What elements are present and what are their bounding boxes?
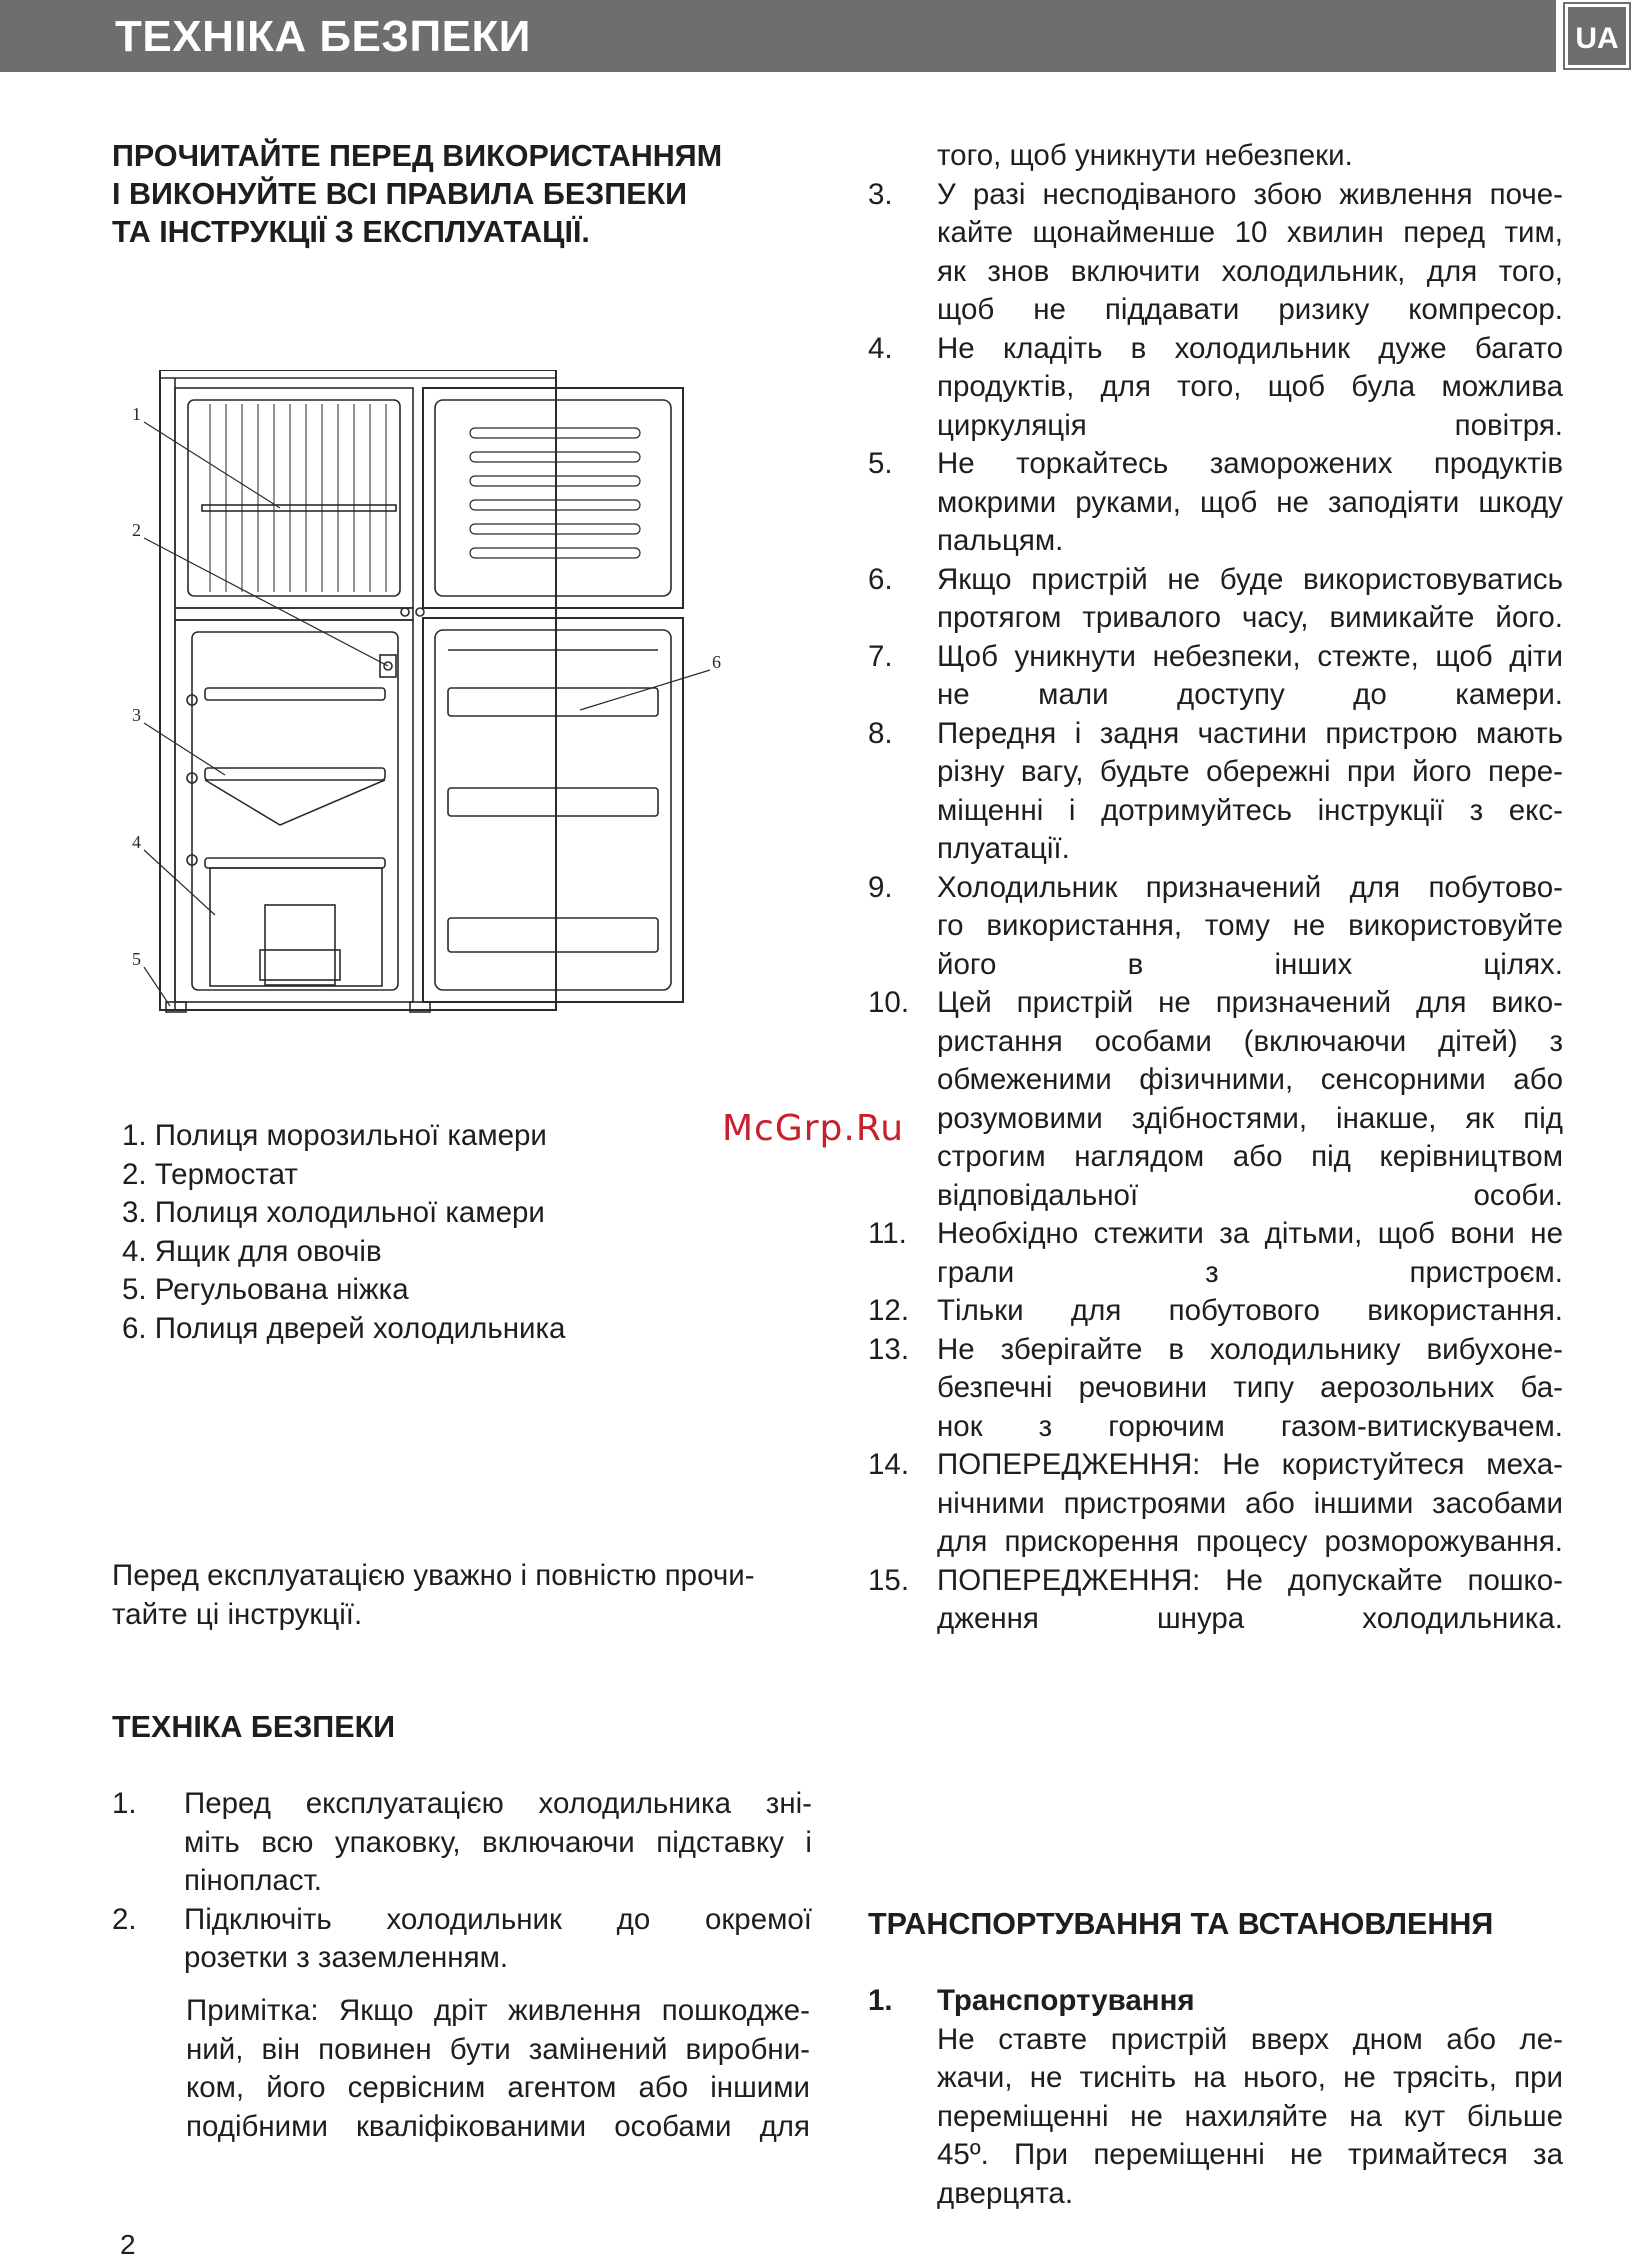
list-item [868, 330, 1563, 446]
note-line: ний, він повинен бути замінений виробни- [186, 2032, 810, 2066]
list-line: жачи, не тисніть на нього, не трясіть, при [937, 2061, 1563, 2094]
list-item [868, 176, 1563, 330]
callout-4: 4 [132, 832, 141, 852]
legend-item: 4. Ящик для овочів [122, 1234, 382, 1268]
list-number: 8. [868, 716, 893, 750]
header-bar [0, 0, 1556, 72]
callout-1: 1 [132, 404, 141, 424]
text-line: Перед експлуатацією уважно і повністю прочи- [112, 1559, 755, 1592]
callout-3: 3 [132, 705, 141, 725]
list-item [868, 1562, 1563, 1639]
list-item [868, 869, 1563, 985]
watermark: McGrp.Ru [722, 1108, 905, 1149]
callout-6: 6 [712, 652, 721, 672]
list-line: кайте щонайменше 10 хвилин перед тим, [937, 216, 1563, 249]
list-line: переміщенні не нахиляйте на кут більше [937, 2099, 1563, 2133]
list-item [868, 984, 1563, 1215]
page-number: 2 [120, 2229, 136, 2258]
list-number: 15. [868, 1563, 910, 1597]
intro-line: ПРОЧИТАЙТЕ ПЕРЕД ВИКОРИСТАННЯМ [112, 139, 723, 173]
list-number: 5. [868, 447, 893, 480]
list-line: розумовими здібностями, інакше, як під [937, 1101, 1563, 1135]
list-line: строгим наглядом або під керівництвом [937, 1140, 1563, 1173]
list-number: 1. [868, 1984, 893, 2017]
list-line: дверцята. [937, 2176, 1074, 2210]
list-line: 45º. При переміщенні не тримайтеся за [937, 2138, 1563, 2171]
list-line: циркуляція повітря. [937, 408, 1563, 442]
list-line: Підключіть холодильник до окремої [184, 1902, 812, 1936]
list-line: Перед експлуатацією холодильника зні- [184, 1787, 812, 1820]
continued-text: того, щоб уникнути небезпеки. [937, 139, 1353, 172]
callout-5: 5 [132, 949, 141, 969]
safety-heading: ТЕХНІКА БЕЗПЕКИ [112, 1710, 396, 1744]
list-line: нічними пристроями або іншими засобами [937, 1486, 1563, 1520]
language-badge [1565, 4, 1629, 68]
list-item [868, 561, 1563, 638]
list-item [112, 1901, 812, 1978]
intro-line: ТА ІНСТРУКЦІЇ З ЕКСПЛУАТАЦІЇ. [112, 215, 590, 249]
list-item [868, 445, 1563, 561]
list-item [868, 638, 1563, 715]
list-line: його в інших цілях. [937, 947, 1563, 981]
pre-operation-text [112, 1557, 812, 1634]
list-line: нок з горючим газом-витискувачем. [937, 1409, 1563, 1443]
list-number: 2. [112, 1902, 137, 1936]
list-line: обмеженими фізичними, сенсорними або [937, 1063, 1563, 1096]
list-line: ПОПЕРЕДЖЕННЯ: Не допускайте пошко- [937, 1563, 1563, 1597]
list-line: щоб не піддавати ризику компресор. [937, 293, 1563, 326]
legend-item: 2. Термостат [122, 1157, 298, 1191]
list-line: Цей пристрій не призначений для вико- [937, 986, 1563, 1019]
legend-item: 1. Полиця морозильної камери [122, 1119, 547, 1152]
list-line: ПОПЕРЕДЖЕННЯ: Не користуйтеся меха- [937, 1448, 1563, 1481]
list-number: 4. [868, 331, 893, 365]
list-line: продуктів, для того, щоб була можлива [937, 370, 1563, 403]
list-number: 1. [112, 1787, 137, 1820]
list-line: не мали доступу до камери. [937, 678, 1563, 711]
safety-list-right [868, 137, 1563, 1639]
list-line: міть всю упаковку, включаючи підставку і [184, 1825, 812, 1859]
list-line: Необхідно стежити за дітьми, щоб вони не [937, 1217, 1563, 1250]
list-line: Не ставте пристрій вверх дном або ле- [937, 2022, 1563, 2056]
fridge-diagram [130, 370, 750, 1020]
intro-heading [112, 137, 792, 251]
list-line: Не торкайтесь заморожених продуктів [937, 447, 1563, 480]
list-line: Не кладіть в холодильник дуже багато [937, 331, 1563, 365]
list-line: різну вагу, будьте обережні при його пере- [937, 755, 1563, 788]
list-line: дження шнура холодильника. [937, 1602, 1563, 1635]
text-line: тайте ці інструкції. [112, 1597, 363, 1631]
list-line: ристання особами (включаючи дітей) з [937, 1024, 1563, 1058]
note-paragraph [186, 1992, 810, 2146]
list-item [868, 1331, 1563, 1447]
list-line: мокрими руками, щоб не заподіяти шкоду [937, 485, 1563, 519]
diagram-legend [122, 1117, 565, 1348]
list-line: міщенні і дотримуйтесь інструкції з екс- [937, 793, 1563, 827]
page-title: ТЕХНІКА БЕЗПЕКИ [115, 12, 531, 61]
transport-subsection [868, 1982, 1563, 2213]
list-line: плуатації. [937, 832, 1070, 865]
safety-list-left [112, 1785, 812, 1978]
list-line: пінопласт. [184, 1864, 323, 1897]
list-number: 3. [868, 177, 893, 211]
list-item [868, 1982, 1563, 2213]
list-number: 14. [868, 1448, 910, 1481]
list-line: Щоб уникнути небезпеки, стежте, щоб діти [937, 639, 1563, 673]
note-line: подібними кваліфікованими особами для [186, 2109, 810, 2143]
list-line: пальцям. [937, 524, 1064, 557]
list-line: протягом тривалого часу, вимикайте його. [937, 601, 1563, 634]
legend-item: 5. Регульована ніжка [122, 1273, 409, 1306]
intro-line: І ВИКОНУЙТЕ ВСІ ПРАВИЛА БЕЗПЕКИ [112, 177, 688, 211]
list-item [868, 1215, 1563, 1292]
list-line: Не зберігайте в холодильнику вибухоне- [937, 1332, 1563, 1366]
list-number: 12. [868, 1294, 910, 1327]
list-line: як знов включити холодильник, для того, [937, 254, 1563, 288]
list-line: для прискорення процесу розморожування. [937, 1525, 1563, 1558]
list-number: 11. [868, 1217, 907, 1250]
list-number: 13. [868, 1332, 910, 1366]
callout-2: 2 [132, 520, 141, 540]
list-line: У разі несподіваного збою живлення поче- [937, 177, 1563, 211]
list-line: Якщо пристрій не буде використовуватись [937, 562, 1563, 596]
list-line: го використання, тому не використовуйте [937, 909, 1563, 942]
list-number: 10. [868, 986, 910, 1019]
transport-heading: ТРАНСПОРТУВАННЯ ТА ВСТАНОВЛЕННЯ [868, 1907, 1494, 1941]
list-number: 7. [868, 639, 893, 673]
note-line: Примітка: Якщо дріт живлення пошкодже- [186, 1994, 810, 2027]
list-line: грали з пристроєм. [937, 1255, 1563, 1289]
list-item [868, 1292, 1563, 1331]
list-line: відповідальної особи. [937, 1178, 1563, 1212]
subsection-title: Транспортування [937, 1984, 1195, 2017]
list-item [868, 715, 1563, 869]
list-number: 6. [868, 562, 893, 596]
language-label: UA [1575, 22, 1619, 55]
list-line: розетки з заземленням. [184, 1941, 509, 1974]
list-line: Тільки для побутового використання. [937, 1294, 1563, 1327]
list-line: Холодильник призначений для побутово- [937, 870, 1563, 904]
legend-item: 6. Полиця дверей холодильника [122, 1311, 566, 1345]
list-item [868, 1446, 1563, 1562]
list-item [112, 1785, 812, 1901]
list-line: безпечні речовини типу аерозольних ба- [937, 1371, 1563, 1404]
list-line: Передня і задня частини пристрою мають [937, 716, 1563, 750]
list-number: 9. [868, 870, 893, 904]
note-line: ком, його сервісним агентом або іншими [186, 2071, 810, 2104]
legend-item: 3. Полиця холодильної камери [122, 1196, 545, 1229]
